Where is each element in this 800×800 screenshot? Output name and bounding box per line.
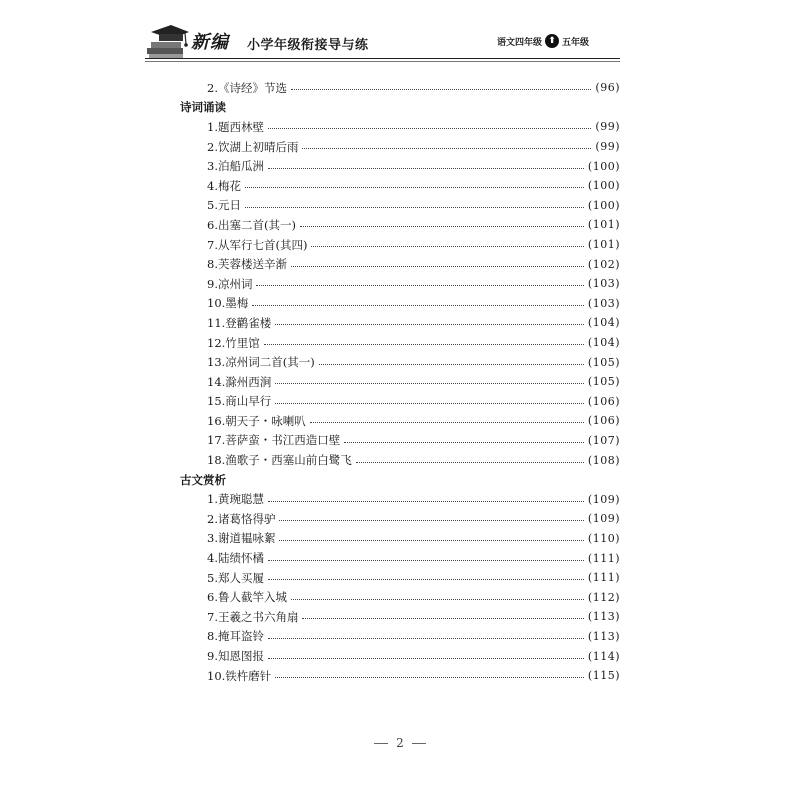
dot-leader [275, 324, 584, 325]
entry-page-number: (111) [587, 571, 620, 585]
entry-page-number: (102) [587, 257, 620, 271]
footer-dash-left [374, 743, 388, 744]
entry-page-number: (99) [595, 120, 620, 134]
entry-page-number: (105) [587, 355, 620, 369]
entry-title: 2.饮湖上初晴后雨 [207, 139, 299, 154]
toc-entry [180, 509, 620, 529]
entry-title: 1.题西林壁 [207, 119, 264, 134]
entry-page-number: (113) [587, 610, 620, 624]
grade-from: 语文四年级 [497, 37, 543, 48]
toc-entry [180, 489, 620, 509]
entry-title: 10.墨梅 [207, 296, 249, 311]
toc-entry [180, 666, 620, 686]
toc-entry [180, 254, 620, 274]
entry-page-number: (101) [587, 238, 620, 252]
toc-entry [180, 627, 620, 647]
toc-entry [180, 529, 620, 549]
toc-entry [180, 548, 620, 568]
entry-title: 2.诸葛恪得驴 [207, 511, 276, 526]
entry-title: 9.知恩图报 [207, 649, 264, 664]
dot-leader [268, 638, 584, 639]
toc-entry [180, 411, 620, 431]
entry-title: 14.滁州西涧 [207, 374, 272, 389]
entry-page-number: (113) [587, 629, 620, 643]
entry-title: 3.谢道韫咏絮 [207, 531, 276, 546]
entry-title: 3.泊船瓜洲 [207, 159, 264, 174]
section-title: 诗词诵读 [180, 100, 226, 115]
grade-indicator [497, 34, 589, 48]
toc-entry [180, 333, 620, 353]
dot-leader [310, 422, 584, 423]
entry-title: 6.出塞二首(其一) [207, 217, 296, 232]
toc-entry [180, 78, 620, 98]
entry-title: 8.芙蓉楼送辛渐 [207, 257, 287, 272]
entry-page-number: (110) [587, 531, 620, 545]
entry-page-number: (109) [587, 512, 620, 526]
toc-entry [180, 646, 620, 666]
entry-title: 2.《诗经》节选 [207, 80, 287, 95]
toc-entry [180, 431, 620, 451]
dot-leader [291, 599, 584, 600]
footer-dash-right [412, 743, 426, 744]
page-header [145, 18, 620, 64]
entry-page-number: (112) [587, 590, 620, 604]
toc-entry [180, 235, 620, 255]
dot-leader [302, 148, 591, 149]
entry-title: 7.王羲之书六角扇 [207, 609, 299, 624]
dot-leader [268, 560, 584, 561]
dot-leader [344, 442, 584, 443]
toc-entry [180, 607, 620, 627]
entry-page-number: (114) [587, 649, 620, 663]
entry-page-number: (108) [587, 453, 620, 467]
entry-page-number: (111) [587, 551, 620, 565]
entry-title: 18.渔歌子・西塞山前白鹭飞 [207, 453, 352, 468]
series-title: 小学年级衔接导与练 [247, 38, 369, 53]
entry-title: 15.商山早行 [207, 394, 272, 409]
entry-page-number: (96) [595, 81, 620, 95]
dot-leader [268, 128, 591, 129]
entry-title: 13.凉州词二首(其一) [207, 355, 315, 370]
entry-title: 17.菩萨蛮・书江西造口壁 [207, 433, 341, 448]
dot-leader [319, 364, 584, 365]
dot-leader [268, 168, 584, 169]
toc-section-heading [180, 98, 620, 118]
dot-leader [275, 403, 584, 404]
toc-entry [180, 294, 620, 314]
dot-leader [268, 501, 584, 502]
dot-leader [279, 540, 583, 541]
toc-entry [180, 313, 620, 333]
entry-page-number: (103) [587, 296, 620, 310]
toc-entry [180, 196, 620, 216]
entry-page-number: (105) [587, 375, 620, 389]
dot-leader [291, 266, 584, 267]
dot-leader [275, 677, 584, 678]
entry-title: 5.郑人买履 [207, 570, 264, 585]
entry-title: 1.黄琬聪慧 [207, 492, 264, 507]
toc-entry [180, 215, 620, 235]
entry-page-number: (109) [587, 492, 620, 506]
entry-page-number: (100) [587, 198, 620, 212]
entry-title: 4.梅花 [207, 178, 241, 193]
graduation-cap-books-icon [145, 22, 191, 62]
up-arrow-icon: ⬆ [545, 34, 559, 48]
dot-leader [245, 207, 584, 208]
dot-leader [311, 246, 583, 247]
brand-logo-text: 新编 [191, 32, 229, 53]
entry-title: 4.陆绩怀橘 [207, 551, 264, 566]
dot-leader [268, 579, 584, 580]
toc-entry [180, 450, 620, 470]
dot-leader [279, 520, 583, 521]
dot-leader [268, 658, 584, 659]
dot-leader [256, 285, 583, 286]
entry-title: 5.元日 [207, 198, 241, 213]
toc-entry [180, 274, 620, 294]
header-rule [145, 58, 620, 59]
toc-entry [180, 137, 620, 157]
entry-page-number: (106) [587, 414, 620, 428]
entry-title: 11.登鹳雀楼 [207, 315, 272, 330]
header-rule-thin [145, 61, 620, 62]
toc-entry [180, 352, 620, 372]
entry-title: 12.竹里馆 [207, 335, 260, 350]
entry-title: 8.掩耳盗铃 [207, 629, 264, 644]
page-number: 2 [396, 736, 404, 750]
toc-entry [180, 117, 620, 137]
table-of-contents [180, 78, 620, 685]
dot-leader [275, 383, 584, 384]
dot-leader [300, 226, 584, 227]
entry-page-number: (99) [595, 140, 620, 154]
dot-leader [245, 187, 584, 188]
entry-title: 9.凉州词 [207, 276, 253, 291]
entry-page-number: (100) [587, 159, 620, 173]
dot-leader [291, 89, 591, 90]
toc-entry [180, 568, 620, 588]
entry-page-number: (101) [587, 218, 620, 232]
toc-entry [180, 392, 620, 412]
page-footer [0, 736, 800, 750]
dot-leader [252, 305, 584, 306]
dot-leader [302, 618, 583, 619]
entry-page-number: (104) [587, 316, 620, 330]
grade-to: 五年级 [562, 37, 590, 48]
entry-title: 16.朝天子・咏喇叭 [207, 413, 306, 428]
toc-entry [180, 156, 620, 176]
section-title: 古文赏析 [180, 472, 226, 487]
toc-entry [180, 176, 620, 196]
dot-leader [356, 462, 584, 463]
entry-page-number: (107) [587, 433, 620, 447]
entry-title: 10.铁杵磨针 [207, 668, 272, 683]
entry-page-number: (106) [587, 394, 620, 408]
entry-page-number: (100) [587, 179, 620, 193]
entry-page-number: (104) [587, 336, 620, 350]
toc-entry [180, 372, 620, 392]
toc-section-heading [180, 470, 620, 490]
dot-leader [264, 344, 584, 345]
toc-entry [180, 587, 620, 607]
entry-page-number: (103) [587, 277, 620, 291]
entry-title: 6.鲁人截竿入城 [207, 590, 287, 605]
entry-page-number: (115) [587, 669, 620, 683]
entry-title: 7.从军行七首(其四) [207, 237, 308, 252]
